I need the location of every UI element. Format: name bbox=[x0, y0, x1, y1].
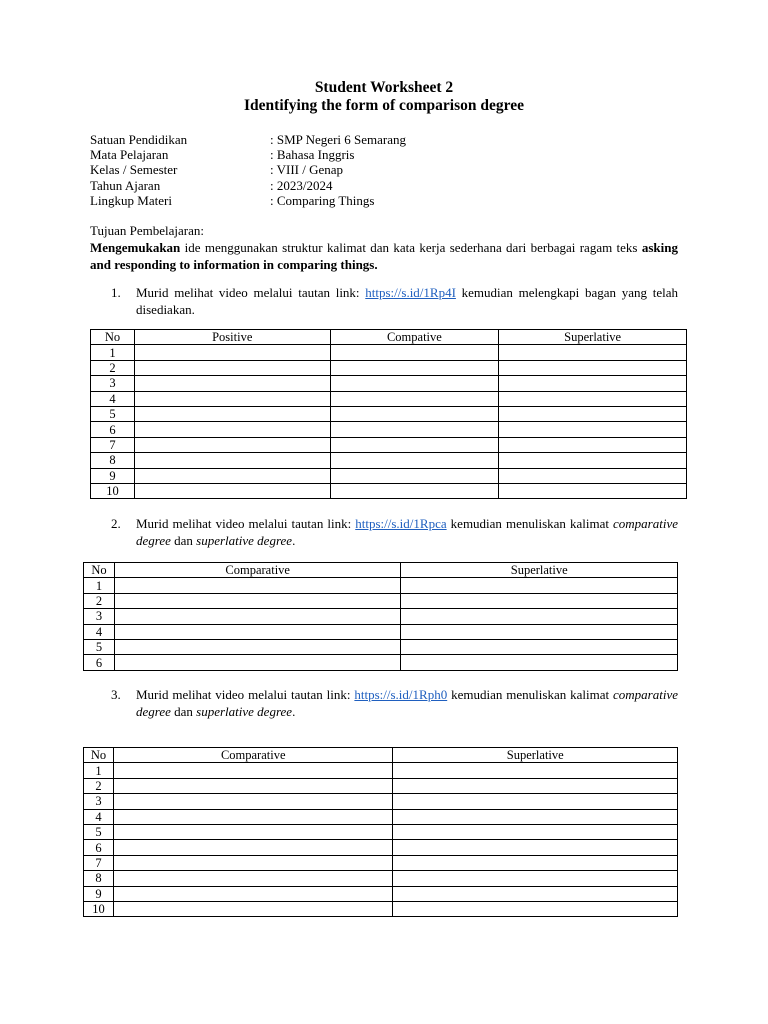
header-compative: Compative bbox=[330, 330, 499, 345]
meta-row bbox=[90, 178, 406, 193]
answer-cell[interactable] bbox=[113, 840, 393, 855]
answer-cell[interactable] bbox=[113, 809, 393, 824]
row-number: 3 bbox=[91, 376, 135, 391]
row-number: 9 bbox=[84, 886, 114, 901]
row-number: 4 bbox=[84, 809, 114, 824]
answer-cell[interactable] bbox=[113, 901, 393, 916]
answer-cell[interactable] bbox=[401, 578, 678, 593]
answer-cell[interactable] bbox=[499, 345, 687, 360]
table-header-row bbox=[91, 330, 687, 345]
italic-comparative: comparative degree bbox=[136, 516, 678, 548]
answer-cell[interactable] bbox=[114, 609, 401, 624]
meta-info bbox=[90, 132, 406, 208]
table-row bbox=[84, 794, 678, 809]
row-number: 2 bbox=[84, 778, 114, 793]
video-link[interactable]: https://s.id/1Rph0 bbox=[354, 687, 448, 702]
answer-cell[interactable] bbox=[330, 345, 499, 360]
header-no: No bbox=[84, 748, 114, 763]
task-1 bbox=[111, 284, 678, 318]
table-3 bbox=[83, 747, 678, 917]
row-number: 8 bbox=[84, 871, 114, 886]
meta-row bbox=[90, 162, 406, 177]
answer-cell[interactable] bbox=[401, 655, 678, 670]
row-number: 6 bbox=[84, 655, 115, 670]
row-number: 4 bbox=[84, 624, 115, 639]
meta-key: Tahun Ajaran bbox=[90, 177, 161, 193]
meta-value: : Bahasa Inggris bbox=[270, 147, 355, 163]
objective-heading: Tujuan Pembelajaran: bbox=[90, 223, 204, 238]
answer-cell[interactable] bbox=[499, 406, 687, 421]
worksheet-title: Student Worksheet 2 bbox=[314, 79, 454, 96]
video-link[interactable]: https://s.id/1Rpca bbox=[355, 516, 447, 531]
task-number: 2. bbox=[111, 516, 121, 531]
answer-cell[interactable] bbox=[401, 593, 678, 608]
row-number: 5 bbox=[84, 824, 114, 839]
row-number: 10 bbox=[91, 483, 135, 498]
row-number: 1 bbox=[84, 578, 115, 593]
answer-cell[interactable] bbox=[393, 840, 678, 855]
task-text: Murid melihat video melalui tautan link: bbox=[136, 516, 356, 531]
task-text-after: kemudian menuliskan kalimat bbox=[446, 516, 614, 531]
header-superlative: Superlative bbox=[401, 563, 678, 578]
meta-row bbox=[90, 132, 406, 147]
row-number: 6 bbox=[84, 840, 114, 855]
table-row bbox=[84, 763, 678, 778]
table-row bbox=[84, 901, 678, 916]
task-number: 1. bbox=[111, 285, 121, 300]
table-row bbox=[84, 824, 678, 839]
answer-cell[interactable] bbox=[499, 453, 687, 468]
table-row bbox=[84, 593, 678, 608]
answer-cell[interactable] bbox=[330, 468, 499, 483]
meta-key: Satuan Pendidikan bbox=[90, 132, 188, 147]
table-row bbox=[91, 453, 687, 468]
meta-value: : 2023/2024 bbox=[270, 177, 333, 193]
row-number: 3 bbox=[84, 609, 115, 624]
meta-key: Kelas / Semester bbox=[90, 162, 178, 178]
table-row bbox=[91, 391, 687, 406]
answer-cell[interactable] bbox=[401, 609, 678, 624]
header-superlative: Superlative bbox=[499, 330, 687, 345]
answer-cell[interactable] bbox=[393, 855, 678, 870]
table-row bbox=[91, 406, 687, 421]
row-number: 6 bbox=[91, 422, 135, 437]
task-text-mid: dan bbox=[170, 533, 197, 548]
answer-cell[interactable] bbox=[393, 778, 678, 793]
answer-cell[interactable] bbox=[499, 376, 687, 391]
answer-cell[interactable] bbox=[134, 345, 330, 360]
meta-key: Mata Pelajaran bbox=[90, 147, 169, 163]
answer-cell[interactable] bbox=[114, 578, 401, 593]
task-3 bbox=[111, 686, 678, 720]
header-comparative: Comparative bbox=[113, 748, 393, 763]
row-number: 10 bbox=[84, 901, 114, 916]
row-number: 2 bbox=[84, 593, 115, 608]
answer-cell[interactable] bbox=[113, 824, 393, 839]
answer-cell[interactable] bbox=[499, 483, 687, 498]
row-number: 3 bbox=[84, 794, 114, 809]
answer-cell[interactable] bbox=[114, 624, 401, 639]
answer-cell[interactable] bbox=[330, 376, 499, 391]
answer-cell[interactable] bbox=[113, 778, 393, 793]
table-row bbox=[84, 655, 678, 670]
learning-objective bbox=[90, 222, 678, 273]
table-row bbox=[91, 437, 687, 452]
table-row bbox=[84, 578, 678, 593]
answer-cell[interactable] bbox=[113, 763, 393, 778]
answer-cell[interactable] bbox=[401, 639, 678, 654]
answer-cell[interactable] bbox=[134, 422, 330, 437]
italic-superlative: superlative degree bbox=[196, 533, 293, 548]
meta-key: Lingkup Materi bbox=[90, 192, 172, 208]
task-2 bbox=[111, 515, 678, 549]
header-no: No bbox=[91, 330, 135, 345]
table-row bbox=[91, 422, 687, 437]
answer-cell[interactable] bbox=[134, 391, 330, 406]
table-row bbox=[84, 639, 678, 654]
answer-cell[interactable] bbox=[114, 593, 401, 608]
task-number: 3. bbox=[111, 687, 121, 702]
header-comparative: Comparative bbox=[114, 563, 401, 578]
answer-cell[interactable] bbox=[113, 886, 393, 901]
table-row bbox=[84, 809, 678, 824]
row-number: 4 bbox=[91, 391, 135, 406]
objective-bold-start: Mengemukakan bbox=[90, 240, 181, 255]
table-row bbox=[91, 376, 687, 391]
row-number: 5 bbox=[91, 406, 135, 421]
answer-cell[interactable] bbox=[134, 406, 330, 421]
row-number: 7 bbox=[91, 437, 135, 452]
table-row bbox=[91, 345, 687, 360]
row-number: 9 bbox=[91, 468, 135, 483]
answer-cell[interactable] bbox=[114, 655, 401, 670]
answer-cell[interactable] bbox=[393, 763, 678, 778]
task-text-end: . bbox=[292, 704, 296, 719]
answer-cell[interactable] bbox=[330, 391, 499, 406]
answer-cell[interactable] bbox=[393, 794, 678, 809]
table-row bbox=[84, 609, 678, 624]
header-no: No bbox=[84, 563, 115, 578]
table-row bbox=[84, 840, 678, 855]
worksheet-subtitle: Identifying the form of comparison degree bbox=[244, 97, 524, 114]
answer-cell[interactable] bbox=[134, 453, 330, 468]
italic-superlative: superlative degree bbox=[196, 704, 293, 719]
row-number: 1 bbox=[91, 345, 135, 360]
answer-cell[interactable] bbox=[330, 422, 499, 437]
meta-value: : VIII / Genap bbox=[270, 162, 344, 178]
table-row bbox=[84, 855, 678, 870]
header-superlative: Superlative bbox=[393, 748, 678, 763]
task-text: Murid melihat video melalui tautan link: bbox=[136, 285, 366, 300]
answer-cell[interactable] bbox=[134, 360, 330, 375]
header-positive: Positive bbox=[134, 330, 330, 345]
answer-cell[interactable] bbox=[134, 376, 330, 391]
row-number: 1 bbox=[84, 763, 114, 778]
answer-cell[interactable] bbox=[499, 422, 687, 437]
table-row bbox=[91, 468, 687, 483]
row-number: 7 bbox=[84, 855, 114, 870]
table-header-row bbox=[84, 563, 678, 578]
task-text-after: kemudian menuliskan kalimat bbox=[447, 687, 614, 702]
meta-row bbox=[90, 193, 406, 208]
table-row bbox=[84, 871, 678, 886]
task-text-mid: dan bbox=[170, 704, 197, 719]
objective-text bbox=[90, 239, 678, 273]
answer-cell[interactable] bbox=[393, 809, 678, 824]
answer-cell[interactable] bbox=[499, 437, 687, 452]
answer-cell[interactable] bbox=[114, 639, 401, 654]
answer-cell[interactable] bbox=[499, 391, 687, 406]
table-row bbox=[91, 360, 687, 375]
answer-cell[interactable] bbox=[499, 468, 687, 483]
row-number: 8 bbox=[91, 453, 135, 468]
answer-cell[interactable] bbox=[330, 437, 499, 452]
answer-cell[interactable] bbox=[330, 453, 499, 468]
table-row bbox=[84, 778, 678, 793]
answer-cell[interactable] bbox=[393, 871, 678, 886]
row-number: 2 bbox=[91, 360, 135, 375]
answer-cell[interactable] bbox=[134, 468, 330, 483]
table-header-row bbox=[84, 748, 678, 763]
objective-mid: ide menggunakan struktur kalimat dan kata kerja sederhana dari berbagai ragam teks bbox=[180, 240, 642, 255]
video-link[interactable]: https://s.id/1Rp4I bbox=[365, 285, 456, 300]
answer-cell[interactable] bbox=[393, 886, 678, 901]
italic-comparative: comparative degree bbox=[136, 687, 678, 719]
task-text-end: . bbox=[292, 533, 296, 548]
answer-cell[interactable] bbox=[330, 406, 499, 421]
answer-cell[interactable] bbox=[393, 824, 678, 839]
answer-cell[interactable] bbox=[134, 437, 330, 452]
task-text-after: kemudian melengkapi bagan yang telah disediakan. bbox=[136, 285, 678, 317]
answer-cell[interactable] bbox=[401, 624, 678, 639]
objective-bold-end: asking and responding to information in comparing things. bbox=[90, 240, 678, 272]
meta-value: : SMP Negeri 6 Semarang bbox=[270, 132, 406, 147]
answer-cell[interactable] bbox=[393, 901, 678, 916]
table-row bbox=[91, 483, 687, 498]
table-row bbox=[84, 624, 678, 639]
answer-cell[interactable] bbox=[113, 855, 393, 870]
answer-cell[interactable] bbox=[330, 483, 499, 498]
answer-cell[interactable] bbox=[134, 483, 330, 498]
table-2 bbox=[83, 562, 678, 671]
meta-row bbox=[90, 147, 406, 162]
row-number: 5 bbox=[84, 639, 115, 654]
task-text: Murid melihat video melalui tautan link: bbox=[136, 687, 355, 702]
answer-cell[interactable] bbox=[113, 871, 393, 886]
answer-cell[interactable] bbox=[330, 360, 499, 375]
answer-cell[interactable] bbox=[113, 794, 393, 809]
meta-value: : Comparing Things bbox=[270, 192, 375, 208]
table-row bbox=[84, 886, 678, 901]
table-1 bbox=[90, 329, 687, 499]
answer-cell[interactable] bbox=[499, 360, 687, 375]
